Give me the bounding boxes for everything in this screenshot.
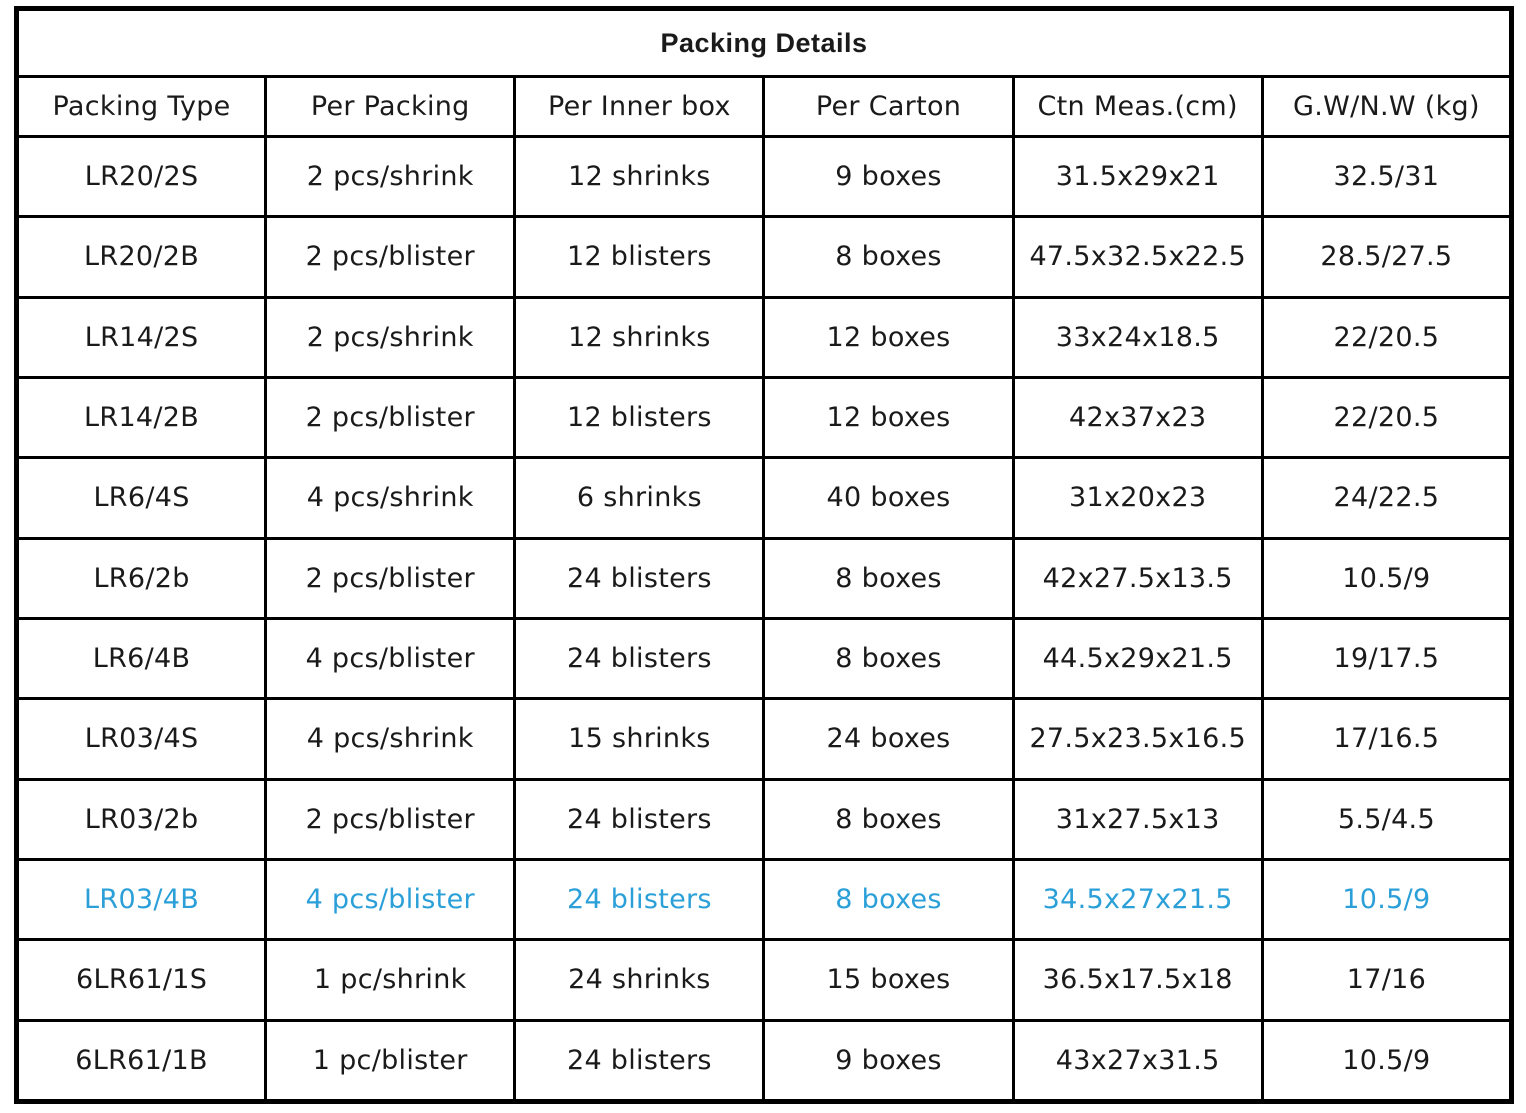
table-row [17,618,1512,698]
table-row [17,297,1512,377]
per-inner-box-cell: 12 shrinks [515,297,764,377]
per-packing-cell: 2 pcs/blister [266,779,515,859]
per-packing-cell: 2 pcs/shrink [266,137,515,217]
per-inner-box-cell: 24 blisters [515,779,764,859]
ctn-meas-cell: 42x27.5x13.5 [1013,538,1262,618]
packing-type-cell: LR20/2S [17,137,266,217]
per-carton-cell: 40 boxes [764,458,1013,538]
ctn-meas-cell: 33x24x18.5 [1013,297,1262,377]
title-row [17,9,1512,77]
table-row [17,699,1512,779]
per-carton-cell: 12 boxes [764,297,1013,377]
weight-cell: 22/20.5 [1262,297,1511,377]
column-header-ctn-meas: Ctn Meas.(cm) [1013,77,1262,137]
table-row [17,859,1512,939]
ctn-meas-cell: 31x20x23 [1013,458,1262,538]
column-header-per-carton: Per Carton [764,77,1013,137]
per-inner-box-cell: 24 shrinks [515,940,764,1020]
packing-type-cell: LR14/2S [17,297,266,377]
packing-type-cell: LR6/4B [17,618,266,698]
table-row [17,377,1512,457]
weight-cell: 24/22.5 [1262,458,1511,538]
ctn-meas-cell: 27.5x23.5x16.5 [1013,699,1262,779]
packing-type-cell: LR03/4B [17,859,266,939]
per-inner-box-cell: 24 blisters [515,1020,764,1101]
per-packing-cell: 2 pcs/shrink [266,297,515,377]
packing-type-cell: LR6/2b [17,538,266,618]
weight-cell: 28.5/27.5 [1262,217,1511,297]
per-inner-box-cell: 12 blisters [515,377,764,457]
weight-cell: 19/17.5 [1262,618,1511,698]
per-inner-box-cell: 24 blisters [515,538,764,618]
ctn-meas-cell: 47.5x32.5x22.5 [1013,217,1262,297]
ctn-meas-cell: 31.5x29x21 [1013,137,1262,217]
table-row [17,1020,1512,1101]
packing-type-cell: LR6/4S [17,458,266,538]
per-packing-cell: 2 pcs/blister [266,377,515,457]
per-carton-cell: 12 boxes [764,377,1013,457]
per-carton-cell: 9 boxes [764,137,1013,217]
packing-type-cell: LR14/2B [17,377,266,457]
per-inner-box-cell: 24 blisters [515,618,764,698]
table-row [17,940,1512,1020]
packing-type-cell: LR03/2b [17,779,266,859]
per-packing-cell: 2 pcs/blister [266,538,515,618]
per-carton-cell: 24 boxes [764,699,1013,779]
per-packing-cell: 4 pcs/shrink [266,458,515,538]
per-carton-cell: 8 boxes [764,779,1013,859]
ctn-meas-cell: 31x27.5x13 [1013,779,1262,859]
column-header-per-packing: Per Packing [266,77,515,137]
per-packing-cell: 4 pcs/blister [266,618,515,698]
per-carton-cell: 9 boxes [764,1020,1013,1101]
per-inner-box-cell: 6 shrinks [515,458,764,538]
ctn-meas-cell: 36.5x17.5x18 [1013,940,1262,1020]
per-carton-cell: 8 boxes [764,859,1013,939]
table-row [17,538,1512,618]
packing-details-table-wrapper [14,6,1514,1104]
per-packing-cell: 4 pcs/blister [266,859,515,939]
table-row [17,137,1512,217]
table-title: Packing Details [17,9,1512,77]
packing-details-table [14,6,1514,1104]
table-row [17,217,1512,297]
packing-type-cell: LR03/4S [17,699,266,779]
table-row [17,458,1512,538]
packing-type-cell: 6LR61/1S [17,940,266,1020]
packing-type-cell: 6LR61/1B [17,1020,266,1101]
per-packing-cell: 1 pc/blister [266,1020,515,1101]
weight-cell: 32.5/31 [1262,137,1511,217]
per-packing-cell: 4 pcs/shrink [266,699,515,779]
table-body [17,137,1512,1102]
column-header-per-inner-box: Per Inner box [515,77,764,137]
per-carton-cell: 8 boxes [764,618,1013,698]
per-inner-box-cell: 12 blisters [515,217,764,297]
per-inner-box-cell: 15 shrinks [515,699,764,779]
weight-cell: 17/16 [1262,940,1511,1020]
ctn-meas-cell: 42x37x23 [1013,377,1262,457]
weight-cell: 10.5/9 [1262,1020,1511,1101]
weight-cell: 22/20.5 [1262,377,1511,457]
column-header-packing-type: Packing Type [17,77,266,137]
weight-cell: 5.5/4.5 [1262,779,1511,859]
weight-cell: 10.5/9 [1262,538,1511,618]
column-header-weight: G.W/N.W (kg) [1262,77,1511,137]
ctn-meas-cell: 44.5x29x21.5 [1013,618,1262,698]
per-inner-box-cell: 24 blisters [515,859,764,939]
per-inner-box-cell: 12 shrinks [515,137,764,217]
header-row [17,77,1512,137]
per-carton-cell: 8 boxes [764,217,1013,297]
per-packing-cell: 1 pc/shrink [266,940,515,1020]
packing-type-cell: LR20/2B [17,217,266,297]
weight-cell: 10.5/9 [1262,859,1511,939]
per-carton-cell: 15 boxes [764,940,1013,1020]
table-row [17,779,1512,859]
weight-cell: 17/16.5 [1262,699,1511,779]
per-carton-cell: 8 boxes [764,538,1013,618]
ctn-meas-cell: 43x27x31.5 [1013,1020,1262,1101]
ctn-meas-cell: 34.5x27x21.5 [1013,859,1262,939]
per-packing-cell: 2 pcs/blister [266,217,515,297]
